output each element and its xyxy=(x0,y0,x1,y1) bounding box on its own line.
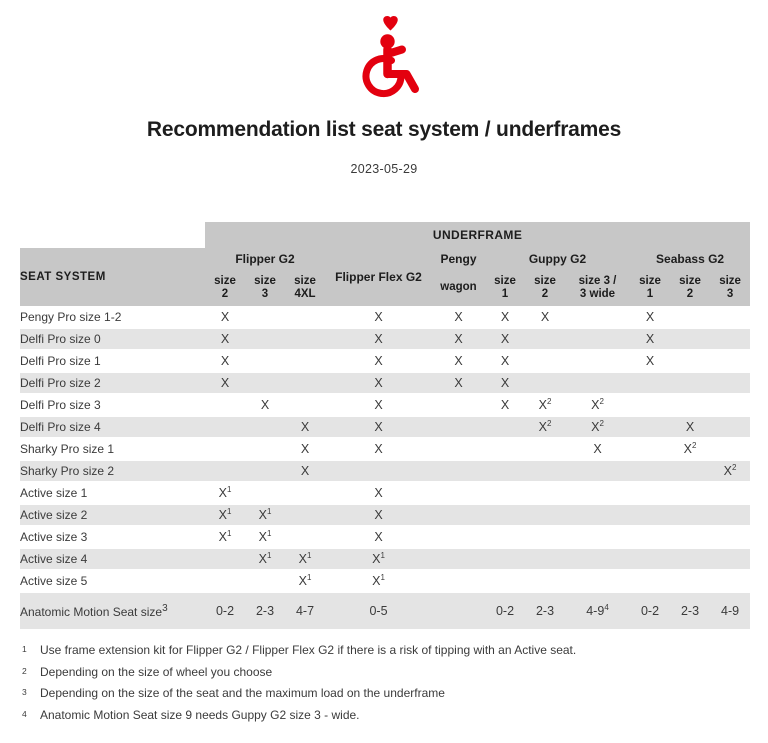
footnotes-list xyxy=(20,643,750,729)
table-body xyxy=(20,306,750,630)
matrix-cell xyxy=(245,350,285,372)
matrix-cell xyxy=(710,526,750,548)
matrix-cell xyxy=(565,328,630,350)
footnote-marker: 3 xyxy=(22,687,27,698)
matrix-cell xyxy=(670,328,710,350)
footnote xyxy=(20,665,750,681)
matrix-cell xyxy=(485,526,525,548)
matrix-cell: X xyxy=(432,328,485,350)
matrix-cell xyxy=(525,350,565,372)
matrix-cell xyxy=(630,394,670,416)
matrix-cell xyxy=(245,416,285,438)
matrix-cell xyxy=(670,570,710,592)
matrix-cell xyxy=(670,394,710,416)
matrix-cell xyxy=(710,394,750,416)
matrix-cell xyxy=(205,394,245,416)
col-header-guppy-size-1: size 1 xyxy=(485,270,525,306)
matrix-cell: X xyxy=(325,306,432,328)
matrix-cell: X xyxy=(485,372,525,394)
matrix-cell xyxy=(432,482,485,504)
group-header-flipper-flex-g2-label: Flipper Flex G2 xyxy=(335,270,422,284)
matrix-cell xyxy=(245,460,285,482)
matrix-cell xyxy=(205,570,245,592)
matrix-cell: X xyxy=(325,372,432,394)
matrix-cell xyxy=(565,548,630,570)
matrix-cell xyxy=(432,394,485,416)
matrix-cell xyxy=(245,328,285,350)
seat-system-cell: Delfi Pro size 3 xyxy=(20,394,205,416)
matrix-cell xyxy=(485,570,525,592)
matrix-cell: $X^1$ xyxy=(325,548,432,570)
matrix-cell xyxy=(525,460,565,482)
matrix-cell: 0-2 xyxy=(630,592,670,630)
matrix-cell xyxy=(670,504,710,526)
matrix-cell xyxy=(630,482,670,504)
matrix-cell: $X^2$ xyxy=(670,438,710,460)
seat-system-cell: Active size 2 xyxy=(20,504,205,526)
matrix-cell xyxy=(525,438,565,460)
wheelchair-heart-icon xyxy=(345,12,423,102)
table-row xyxy=(20,438,750,460)
matrix-cell xyxy=(710,416,750,438)
matrix-cell: X xyxy=(485,350,525,372)
matrix-cell xyxy=(432,592,485,630)
matrix-cell: X xyxy=(325,350,432,372)
matrix-cell xyxy=(485,416,525,438)
table-row xyxy=(20,548,750,570)
matrix-cell: $X^2$ xyxy=(525,416,565,438)
matrix-cell xyxy=(630,416,670,438)
matrix-cell xyxy=(245,570,285,592)
footnote-text: Use frame extension kit for Flipper G2 / Flipper Flex G2 if there is a risk of tipping with an Active seat. xyxy=(40,643,577,657)
matrix-cell: $X^1$ xyxy=(285,570,325,592)
matrix-cell: X xyxy=(630,306,670,328)
seat-system-cell: Delfi Pro size 2 xyxy=(20,372,205,394)
table-row xyxy=(20,328,750,350)
matrix-cell xyxy=(565,482,630,504)
table-row xyxy=(20,526,750,548)
matrix-cell: X xyxy=(432,350,485,372)
seat-system-cell: Delfi Pro size 1 xyxy=(20,350,205,372)
matrix-cell xyxy=(670,482,710,504)
col-header-guppy-size-3-wide: size 3 / 3 wide xyxy=(565,270,630,306)
footnote xyxy=(20,686,750,702)
matrix-cell xyxy=(205,548,245,570)
footnote-text: Depending on the size of wheel you choose xyxy=(40,664,273,679)
matrix-cell xyxy=(565,570,630,592)
matrix-cell xyxy=(670,306,710,328)
matrix-cell xyxy=(432,548,485,570)
matrix-cell xyxy=(285,526,325,548)
matrix-cell: X xyxy=(325,394,432,416)
group-header-seabass-g2: Seabass G2 xyxy=(630,248,750,270)
matrix-cell xyxy=(565,306,630,328)
matrix-cell: X xyxy=(205,328,245,350)
matrix-cell: $X^2$ xyxy=(710,460,750,482)
matrix-cell xyxy=(285,394,325,416)
matrix-cell: X xyxy=(285,416,325,438)
matrix-cell xyxy=(485,460,525,482)
matrix-cell xyxy=(432,526,485,548)
col-header-flipper-size-2: size 2 xyxy=(205,270,245,306)
document-date: 2023-05-29 xyxy=(350,162,418,176)
matrix-cell xyxy=(245,372,285,394)
matrix-cell: X xyxy=(325,482,432,504)
matrix-cell xyxy=(205,438,245,460)
matrix-cell: $X^1$ xyxy=(205,526,245,548)
col-header-guppy-size-2: size 2 xyxy=(525,270,565,306)
table-row xyxy=(20,394,750,416)
matrix-cell: X xyxy=(325,416,432,438)
matrix-cell xyxy=(285,372,325,394)
footnote-text: Depending on the size of the seat and the maximum load on the underframe xyxy=(40,686,445,701)
matrix-cell xyxy=(710,306,750,328)
matrix-cell xyxy=(630,460,670,482)
matrix-cell: $X^1$ xyxy=(205,482,245,504)
matrix-cell xyxy=(285,306,325,328)
recommendation-table xyxy=(20,222,750,631)
matrix-cell xyxy=(630,438,670,460)
matrix-cell xyxy=(670,548,710,570)
group-header-row xyxy=(20,248,750,270)
matrix-cell: 0-2 xyxy=(485,592,525,630)
matrix-cell: X xyxy=(630,328,670,350)
matrix-cell: X xyxy=(630,350,670,372)
seat-system-cell: Active size 1 xyxy=(20,482,205,504)
matrix-cell: X xyxy=(325,526,432,548)
matrix-cell: X xyxy=(285,460,325,482)
matrix-cell: 0-5 xyxy=(325,592,432,630)
col-header-flipper-size-3: size 3 xyxy=(245,270,285,306)
matrix-cell xyxy=(245,438,285,460)
matrix-cell: X xyxy=(525,306,565,328)
matrix-cell xyxy=(710,504,750,526)
matrix-cell: $X^1$ xyxy=(245,548,285,570)
matrix-cell: X xyxy=(325,438,432,460)
matrix-cell: 2-3 xyxy=(525,592,565,630)
matrix-cell xyxy=(485,438,525,460)
group-header-flipper-flex-g2 xyxy=(325,248,432,306)
seat-system-cell: Active size 3 xyxy=(20,526,205,548)
table-row xyxy=(20,504,750,526)
matrix-cell: X xyxy=(670,416,710,438)
matrix-cell: X xyxy=(245,394,285,416)
matrix-cell: 0-2 xyxy=(205,592,245,630)
footnote-marker: 2 xyxy=(22,665,27,676)
matrix-cell xyxy=(630,548,670,570)
matrix-cell: X xyxy=(432,306,485,328)
recommendation-table-container xyxy=(20,222,750,631)
matrix-cell xyxy=(630,570,670,592)
col-header-pengy-wagon: wagon xyxy=(432,270,485,306)
matrix-cell: X xyxy=(285,438,325,460)
matrix-cell xyxy=(630,504,670,526)
matrix-cell: 4-7 xyxy=(285,592,325,630)
matrix-cell xyxy=(670,372,710,394)
matrix-cell xyxy=(630,372,670,394)
matrix-cell: X xyxy=(485,306,525,328)
table-row xyxy=(20,306,750,328)
footnote-text: Anatomic Motion Seat size 9 needs Guppy G2 size 3 - wide. xyxy=(40,707,360,722)
matrix-cell xyxy=(565,460,630,482)
matrix-cell xyxy=(710,328,750,350)
matrix-cell xyxy=(710,372,750,394)
group-header-flipper-g2: Flipper G2 xyxy=(205,248,325,270)
matrix-cell xyxy=(485,548,525,570)
matrix-cell xyxy=(565,372,630,394)
footnote-marker: 1 xyxy=(22,644,27,654)
table-row xyxy=(20,482,750,504)
col-header-flipper-size-4xl: size 4XL xyxy=(285,270,325,306)
seat-system-cell: Delfi Pro size 0 xyxy=(20,328,205,350)
matrix-cell xyxy=(670,460,710,482)
matrix-cell: $X^2$ xyxy=(565,416,630,438)
matrix-cell xyxy=(285,350,325,372)
matrix-cell xyxy=(245,482,285,504)
matrix-cell: 2-3 xyxy=(245,592,285,630)
matrix-cell: X xyxy=(485,328,525,350)
matrix-cell xyxy=(710,438,750,460)
seat-system-header: SEAT SYSTEM xyxy=(20,248,205,306)
seat-system-cell: Pengy Pro size 1-2 xyxy=(20,306,205,328)
matrix-cell xyxy=(485,504,525,526)
matrix-cell xyxy=(285,328,325,350)
seat-system-cell: Active size 4 xyxy=(20,548,205,570)
group-header-pengy: Pengy xyxy=(432,248,485,270)
col-header-seabass-size-1: size 1 xyxy=(630,270,670,306)
matrix-cell xyxy=(565,504,630,526)
matrix-cell xyxy=(432,460,485,482)
matrix-cell: X xyxy=(485,394,525,416)
matrix-cell xyxy=(525,548,565,570)
matrix-cell: X xyxy=(205,306,245,328)
seat-system-cell: Active size 5 xyxy=(20,570,205,592)
matrix-cell: $X^1$ xyxy=(245,504,285,526)
matrix-cell xyxy=(670,526,710,548)
matrix-cell: $4-9^4$ xyxy=(565,592,630,630)
matrix-cell xyxy=(432,438,485,460)
underframe-band-label: UNDERFRAME xyxy=(205,222,750,248)
matrix-cell xyxy=(525,526,565,548)
seat-system-cell: Sharky Pro size 2 xyxy=(20,460,205,482)
matrix-cell: $X^1$ xyxy=(205,504,245,526)
matrix-cell: X xyxy=(205,372,245,394)
col-header-seabass-size-3: size 3 xyxy=(710,270,750,306)
page-title: Recommendation list seat system / underframes xyxy=(146,118,622,141)
col-header-seabass-size-2: size 2 xyxy=(670,270,710,306)
matrix-cell: X xyxy=(325,328,432,350)
matrix-cell xyxy=(432,416,485,438)
group-header-guppy-g2: Guppy G2 xyxy=(485,248,630,270)
footnote-marker: 4 xyxy=(22,708,27,719)
matrix-cell xyxy=(245,306,285,328)
table-row xyxy=(20,416,750,438)
matrix-cell xyxy=(325,460,432,482)
matrix-cell xyxy=(710,548,750,570)
seat-system-cell: Delfi Pro size 4 xyxy=(20,416,205,438)
matrix-cell: $X^2$ xyxy=(525,394,565,416)
footnote xyxy=(20,643,750,659)
matrix-cell xyxy=(710,570,750,592)
table-row xyxy=(20,372,750,394)
matrix-cell: X xyxy=(565,438,630,460)
matrix-cell xyxy=(565,526,630,548)
matrix-cell: $X^1$ xyxy=(285,548,325,570)
matrix-cell: $X^1$ xyxy=(245,526,285,548)
matrix-cell xyxy=(485,482,525,504)
footnote xyxy=(20,708,750,724)
matrix-cell xyxy=(525,504,565,526)
seat-system-cell: Sharky Pro size 1 xyxy=(20,438,205,460)
matrix-cell xyxy=(205,460,245,482)
matrix-cell xyxy=(525,372,565,394)
matrix-cell xyxy=(525,328,565,350)
matrix-cell xyxy=(565,350,630,372)
matrix-cell xyxy=(670,350,710,372)
seat-system-cell: Anatomic Motion Seat size$^3$ xyxy=(20,592,205,630)
matrix-cell xyxy=(432,504,485,526)
matrix-cell: X xyxy=(325,504,432,526)
table-row xyxy=(20,592,750,630)
matrix-cell xyxy=(432,570,485,592)
underframe-band-spacer xyxy=(20,222,205,248)
matrix-cell xyxy=(525,570,565,592)
underframe-band-row xyxy=(20,222,750,248)
matrix-cell xyxy=(710,482,750,504)
matrix-cell: 2-3 xyxy=(670,592,710,630)
matrix-cell: X xyxy=(205,350,245,372)
matrix-cell xyxy=(525,482,565,504)
matrix-cell xyxy=(285,482,325,504)
table-row xyxy=(20,570,750,592)
matrix-cell xyxy=(710,350,750,372)
matrix-cell: $X^2$ xyxy=(565,394,630,416)
matrix-cell xyxy=(630,526,670,548)
logo-container xyxy=(0,0,768,100)
table-row xyxy=(20,350,750,372)
matrix-cell: X xyxy=(432,372,485,394)
matrix-cell: 4-9 xyxy=(710,592,750,630)
matrix-cell xyxy=(205,416,245,438)
matrix-cell xyxy=(285,504,325,526)
table-row xyxy=(20,460,750,482)
matrix-cell: $X^1$ xyxy=(325,570,432,592)
